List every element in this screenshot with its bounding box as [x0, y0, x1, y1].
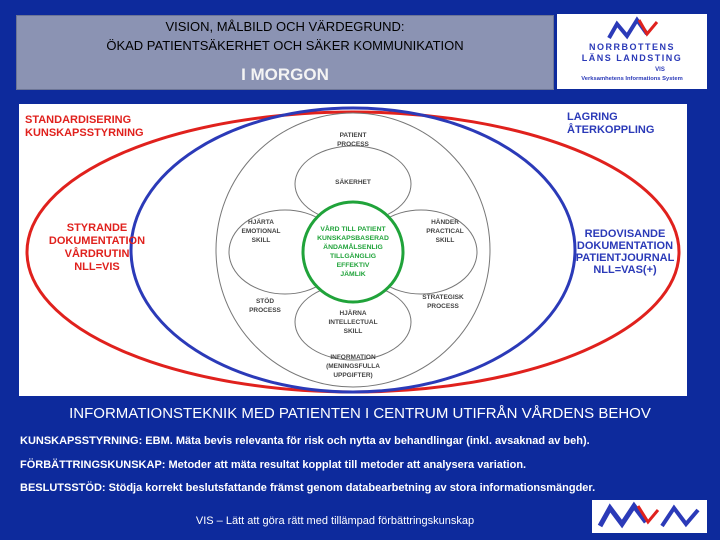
petal-bottom-line-3: UPPGIFTER) — [333, 372, 373, 379]
petal-top-line-1: PATIENT — [339, 132, 367, 139]
center-line-5: EFFEKTIV — [336, 262, 370, 269]
petal-bottom-inner-line-2: INTELLECTUAL — [328, 319, 378, 326]
petal-bottom-inner-line-1: HJÄRNA — [339, 310, 367, 317]
norrbotten-logo-graphic — [557, 14, 707, 89]
diagram-panel — [19, 104, 687, 396]
corner-tl-line-1: STANDARDISERING — [25, 114, 132, 126]
title-box — [16, 15, 554, 90]
right-block-line-1: REDOVISANDE — [584, 228, 666, 240]
right-block-line-4: NLL=VAS(+) — [593, 264, 657, 276]
center-line-1: VÅRD TILL PATIENT — [320, 226, 386, 233]
petal-right-line-3: SKILL — [435, 237, 455, 244]
corner-tr-line-1: LAGRING — [567, 111, 618, 123]
nll-logo-graphic — [592, 500, 707, 533]
center-line-2: KUNSKAPSBASERAD — [317, 235, 389, 242]
petal-left-line-1: HJÄRTA — [248, 219, 274, 226]
petal-lower-right-line-2: PROCESS — [427, 303, 459, 310]
center-line-4: TILLGÄNGLIG — [329, 253, 377, 260]
logo-line-3: VIS — [655, 67, 665, 73]
center-green-circle — [303, 202, 403, 302]
beslutsstod-line: BESLUTSSTÖD: Stödja korrekt beslutsfattande främst genom databearbetning av stora informationsmängder. — [20, 482, 596, 494]
logo-line-4: Verksamhetens Informations System — [581, 76, 683, 82]
left-block-line-2: DOKUMENTATION — [48, 235, 146, 247]
left-block-line-4: NLL=VIS — [74, 261, 120, 273]
corner-top-left-label — [25, 114, 144, 139]
right-block-line-3: PATIENTJOURNAL — [575, 252, 675, 264]
main-heading: INFORMATIONSTEKNIK MED PATIENTEN I CENTRUM UTIFRÅN VÅRDENS BEHOV — [69, 405, 651, 422]
petal-lower-right-line-1: STRATEGISK — [422, 294, 464, 301]
petal-right-line-1: HÄNDER — [431, 219, 459, 226]
logo-line-2: LÄNS LANDSTING — [581, 53, 683, 63]
center-line-3: ÄNDAMÅLSENLIG — [323, 244, 383, 251]
left-block-line-1: STYRANDE — [66, 222, 128, 234]
center-line-6: JÄMLIK — [340, 271, 366, 278]
petal-bottom-line-2: (MENINGSFULLA — [326, 363, 380, 370]
logo-line-1: NORRBOTTENS — [589, 42, 675, 52]
petal-bottom-inner-line-3: SKILL — [343, 328, 363, 335]
petal-bottom-line-1: INFORMATION — [330, 354, 376, 361]
corner-tl-line-2: KUNSKAPSSTYRNING — [25, 127, 144, 139]
logo-accent-icon — [639, 20, 657, 34]
corner-tr-line-2: ÅTERKOPPLING — [567, 124, 655, 136]
title-line-2: ÖKAD PATIENTSÄKERHET OCH SÄKER KOMMUNIKATION — [106, 38, 464, 53]
nll-logo — [592, 500, 707, 533]
petal-left-line-3: SKILL — [251, 237, 271, 244]
right-block-line-2: DOKUMENTATION — [576, 240, 674, 252]
forbattringskunskap-line: FÖRBÄTTRINGSKUNSKAP: Metoder att mäta resultat kopplat till metoder att analysera variation. — [20, 459, 527, 471]
vision-diagram — [19, 104, 687, 396]
petal-top-line-2: PROCESS — [337, 141, 369, 148]
kunskapsstyrning-line: KUNSKAPSSTYRNING: EBM. Mäta bevis relevanta för risk och nytta av behandlingar (inkl. avsaknad av beh). — [20, 435, 590, 447]
right-block-label — [576, 228, 675, 276]
petal-top-inner-line-1: SÄKERHET — [335, 179, 371, 186]
petal-lower-left-line-1: STÖD — [255, 298, 275, 305]
petal-left-line-2: EMOTIONAL — [241, 228, 281, 235]
petal-right-line-2: PRACTICAL — [426, 228, 464, 235]
title-line-1: VISION, MÅLBILD OCH VÄRDEGRUND: — [165, 19, 405, 34]
nll-wave-icon — [662, 508, 698, 526]
corner-top-right-label — [567, 111, 654, 136]
title-line-3: I MORGON — [241, 65, 329, 84]
footer-text: VIS – Lätt att göra rätt med tillämpad förbättringskunskap — [195, 515, 475, 527]
petal-lower-left-line-2: PROCESS — [249, 307, 281, 314]
norrbotten-logo — [557, 14, 707, 89]
left-block-line-3: VÅRDRUTIN — [64, 248, 130, 260]
